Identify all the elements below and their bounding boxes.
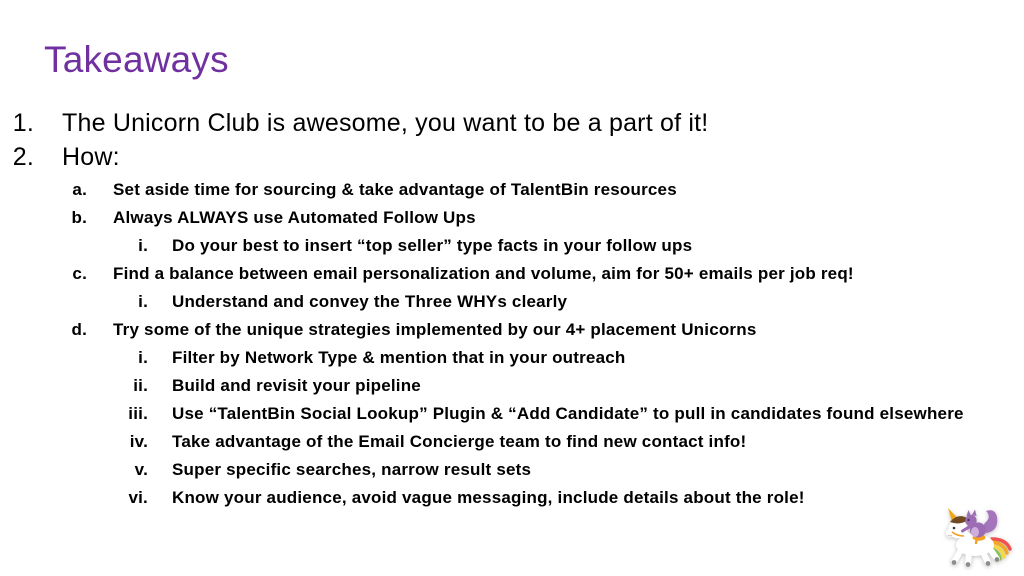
list-item-text: Know your audience, avoid vague messaging, include details about the role! [172, 488, 805, 507]
list-item-text: Always ALWAYS use Automated Follow Ups [113, 208, 476, 227]
list-item [0, 142, 1024, 172]
list-item [0, 206, 1024, 229]
list-marker: vi. [128, 488, 148, 507]
list-item-text: Filter by Network Type & mention that in your outreach [172, 348, 626, 367]
list-item [0, 234, 1024, 257]
list-marker: v. [134, 460, 148, 479]
list-item [0, 318, 1024, 341]
list-item [0, 402, 1024, 425]
list-marker: c. [72, 264, 87, 283]
list-marker: i. [138, 348, 148, 367]
list-item [0, 108, 1024, 138]
list-item-text: Use “TalentBin Social Lookup” Plugin & “Add Candidate” to pull in candidates found elsewhere [172, 404, 964, 423]
list-item-text: The Unicorn Club is awesome, you want to be a part of it! [62, 109, 709, 137]
list-item-text: Do your best to insert “top seller” type facts in your follow ups [172, 236, 693, 255]
list-marker: b. [71, 208, 87, 227]
list-item [0, 430, 1024, 453]
list-item [0, 290, 1024, 313]
list-item [0, 374, 1024, 397]
list-item-text: Super specific searches, narrow result sets [172, 460, 532, 479]
list-marker: d. [71, 320, 87, 339]
list-marker: 1. [12, 109, 34, 137]
list-item-text: Set aside time for sourcing & take advantage of TalentBin resources [113, 180, 677, 199]
list-item [0, 458, 1024, 481]
list-marker: a. [72, 180, 87, 199]
list-item-text: Build and revisit your pipeline [172, 376, 421, 395]
squirrel-riding-unicorn-sticker [941, 505, 1015, 569]
list-item-text: Find a balance between email personalization and volume, aim for 50+ emails per job req! [113, 264, 854, 283]
list-item [0, 486, 1024, 509]
list-marker: i. [138, 292, 148, 311]
list-item-text: How: [62, 143, 120, 171]
list-marker: i. [138, 236, 148, 255]
list-item [0, 262, 1024, 285]
list-marker: 2. [12, 143, 34, 171]
list-item-text: Try some of the unique strategies implemented by our 4+ placement Unicorns [113, 320, 757, 339]
list-marker: iv. [129, 432, 148, 451]
list-item-text: Take advantage of the Email Concierge team to find new contact info! [172, 432, 747, 451]
list-marker: ii. [133, 376, 148, 395]
slide-title: Takeaways [44, 39, 229, 80]
list-marker: iii. [128, 404, 148, 423]
list-item [0, 346, 1024, 369]
list-item [0, 178, 1024, 201]
list-item-text: Understand and convey the Three WHYs clearly [172, 292, 568, 311]
